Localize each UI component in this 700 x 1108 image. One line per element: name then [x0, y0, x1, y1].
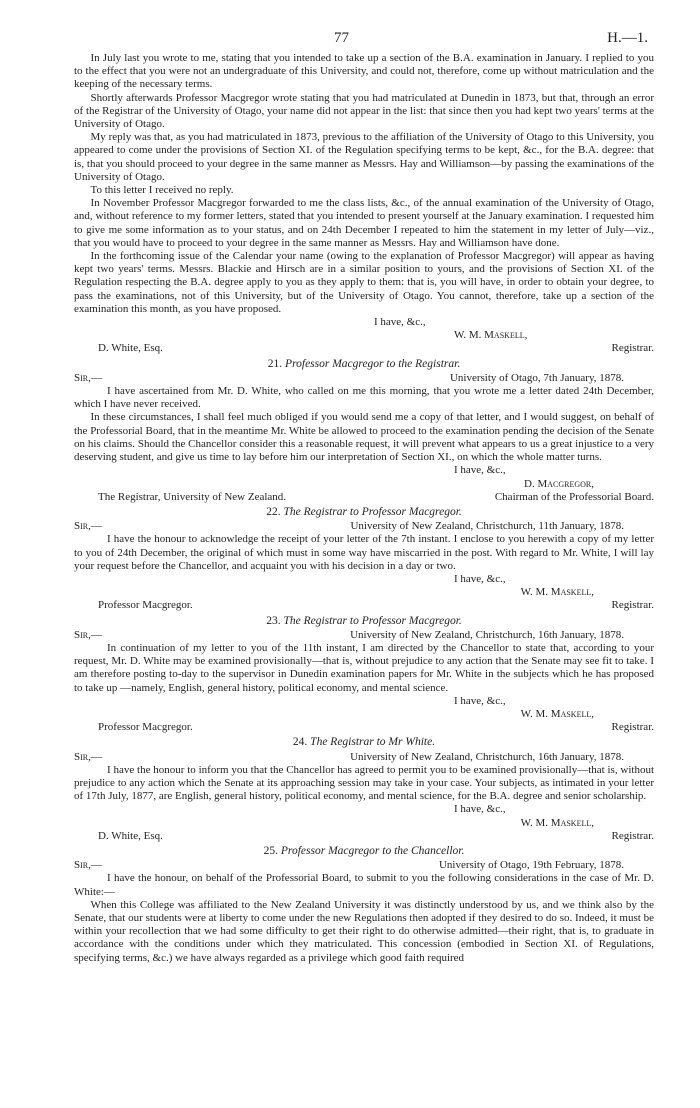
sign-off-row: [74, 721, 654, 734]
letter-heading: [74, 736, 654, 749]
document-body: [74, 52, 654, 965]
signatory-role: Registrar.: [611, 721, 654, 734]
letter-22: [74, 506, 654, 613]
salutation-row: [74, 859, 654, 872]
signature: W. M. Maskell,: [520, 816, 594, 829]
letter-24: [74, 736, 654, 843]
letter-title: The Registrar to Professor Macgregor.: [283, 614, 462, 627]
letter-number: 22.: [266, 505, 281, 518]
signatory-role: Registrar.: [611, 599, 654, 612]
letter-number: 25.: [263, 844, 279, 857]
salutation-row: [74, 520, 654, 533]
signature: W. M. Maskell,: [520, 707, 594, 720]
letter-heading: [74, 845, 654, 858]
salutation-row: [74, 751, 654, 764]
letter-number: 23.: [266, 614, 281, 627]
letter-20-tail: [74, 52, 654, 356]
sender-address: University of New Zealand, Christchurch, 16th January, 1878.: [350, 628, 624, 641]
page-number: 77: [334, 30, 349, 46]
paragraph: When this College was affiliated to the New Zealand University it was distinctly understood by us, and we think also by the Senate, that our students were at liberty to come under the new Regulations then adopted if they desired to do so. Indeed, it must be within your recollection that we had some difficulty to get their right to do otherwise admitted—their right, that is, to graduate in accordance with the conditions under which they matriculated. This concession (embodied in Section XI. of Regulations, specifying terms, &c.) we have always regarded as a privilege which good faith required: [74, 898, 654, 964]
paragraph: In the forthcoming issue of the Calendar your name (owing to the explanation of Professor Macgregor) will appear as having kept two years' terms. Messrs. Blackie and Hirsch are in a similar position to yours, and the provisions of Section XI. of the Regulation respecting the B.A. degree apply to you as they apply to them: that is, you will have, in order to obtain your degree, to pass the examinations, not of this University, but of the University of Otago. You cannot, therefore, take up a section of the examination this month, as you have proposed.: [74, 250, 654, 315]
salutation-row: [74, 629, 654, 642]
paragraph: In these circumstances, I shall feel much obliged if you would send me a copy of that letter, and I would suggest, on behalf of the Professorial Board, that in the meantime Mr. White be allowed to proceed to the examination pending the decision of the Senate on his claims. Should the Chancellor consider this a reasonable request, it will prevent what appears to us a great injustice to a very deserving student, and give us time to lay before him our interpretation of Section XI., on which the whole matter turns.: [74, 411, 654, 464]
letter-23: [74, 615, 654, 735]
letter-heading: [74, 506, 654, 519]
signature: D. Macgregor,: [524, 477, 594, 490]
letter-title: The Registrar to Mr White.: [310, 736, 436, 749]
letter-number: 24.: [292, 736, 308, 749]
salutation-row: [74, 372, 654, 385]
paragraph: My reply was that, as you had matriculated in 1873, previous to the affiliation of the University of Otago to this University, you appeared to come under the provisions of Section XI. of the Regulation specifying terms to be kept, &c., for the B.A. degree: that is, that you should proceed to your degree in the same manner as Messrs. Hay and Williamson—by passing the examinations of the University of Otago.: [74, 131, 654, 183]
sign-off-row: [74, 491, 654, 504]
paragraph: In July last you wrote to me, stating that you intended to take up a section of the B.A. examination in January. I replied to you to the effect that you were not an undergraduate of this University, and could not, therefore, come up without matriculation and the keeping of the necessary terms.: [74, 52, 654, 91]
letter-number: 21.: [267, 357, 283, 370]
sender-address: University of Otago, 19th February, 1878.: [438, 859, 624, 872]
salutation: Sir,—: [74, 859, 102, 872]
sender-address: University of New Zealand, Christchurch, 11th January, 1878.: [350, 520, 624, 533]
signature: W. M. Maskell,: [520, 586, 594, 599]
paragraph: I have ascertained from Mr. D. White, who called on me this morning, that you wrote me a letter dated 24th December, which I have never received.: [74, 385, 654, 411]
paragraph: I have the honour to inform you that the Chancellor has agreed to permit you to be examined provisionally—that is, without prejudice to any action which the Senate at its approaching session may take in your case. Your subjects, as intimated in your letter of 17th July, 1877, are English, general history, political economy, and mental science, for the B.A. degree and senior scholarship.: [74, 763, 654, 803]
signatory-role: Registrar.: [611, 342, 654, 355]
closing: I have, &c.,: [454, 464, 506, 477]
letter-heading: [74, 358, 654, 371]
letter-21: [74, 358, 654, 504]
paragraph: I have the honour to acknowledge the receipt of your letter of the 7th instant. I enclose to you herewith a copy of my letter to you of 24th December, the original of which must in some way have miscarried in the post. With regard to Mr. White, I will lay your request before the Chancellor, and acquaint you with his decision in a day or two.: [74, 533, 654, 572]
closing: I have, &c.,: [454, 803, 506, 816]
paragraph: To this letter I received no reply.: [90, 184, 234, 197]
salutation: Sir,—: [74, 371, 102, 384]
sender-address: University of Otago, 7th January, 1878.: [449, 371, 624, 384]
letter-title: The Registrar to Professor Macgregor.: [283, 505, 462, 518]
addressee: Professor Macgregor.: [98, 721, 193, 734]
paragraph: In continuation of my letter to you of the 11th instant, I am directed by the Chancellor to state that, according to your request, Mr. D. White may be examined provisionally—that is, without prejudice to any action that the Senate may see fit to take. I am therefore posting to-day to the supervisor in Dunedin examination papers for Mr. White in the subjects which he has proposed to take up —namely, English, general history, political economy, and mental science.: [74, 641, 654, 694]
signature: W. M. Maskell,: [454, 329, 528, 342]
sign-off-row: [74, 599, 654, 612]
addressee: Professor Macgregor.: [98, 599, 193, 612]
page-reference: H.—1.: [607, 30, 648, 46]
paragraph: Shortly afterwards Professor Macgregor wrote stating that you had matriculated at Dunedin in 1873, but that, through an error of the Registrar of the University of Otago, your name did not appear in the list: that since then you had kept two years' terms at the University of Otago.: [74, 91, 654, 131]
paragraph: I have the honour, on behalf of the Professorial Board, to submit to you the following considerations in the case of Mr. D. White:—: [74, 872, 654, 898]
closing: I have, &c.,: [454, 572, 506, 585]
paragraph: In November Professor Macgregor forwarded to me the class lists, &c., of the annual examination of the University of Otago, and, without reference to my former letters, stated that you intended to present yourself at the January examination. I requested him to give me some information as to your status, and on 24th December I repeated to him the statement in my letter of July—viz., that you would have to proceed to your degree in the same manner as Messrs. Hay and Williamson have done.: [74, 197, 654, 249]
salutation: Sir,—: [74, 520, 102, 533]
letter-title: Professor Macgregor to the Chancellor.: [280, 844, 465, 857]
addressee: D. White, Esq.: [98, 342, 163, 355]
salutation: Sir,—: [74, 628, 102, 641]
sign-off-row: [74, 830, 654, 843]
sign-off-row: [74, 342, 654, 355]
signatory-role: Registrar.: [611, 829, 654, 842]
addressee: D. White, Esq.: [98, 829, 163, 842]
sender-address: University of New Zealand, Christchurch, 16th January, 1878.: [350, 750, 624, 763]
letter-title: Professor Macgregor to the Registrar.: [285, 357, 461, 370]
letter-25: [74, 845, 654, 965]
closing: I have, &c.,: [374, 316, 426, 329]
letter-heading: [74, 615, 654, 628]
closing: I have, &c.,: [454, 694, 506, 707]
signatory-role: Chairman of the Professorial Board.: [494, 490, 654, 503]
salutation: Sir,—: [74, 750, 102, 763]
addressee: The Registrar, University of New Zealand.: [98, 490, 287, 503]
